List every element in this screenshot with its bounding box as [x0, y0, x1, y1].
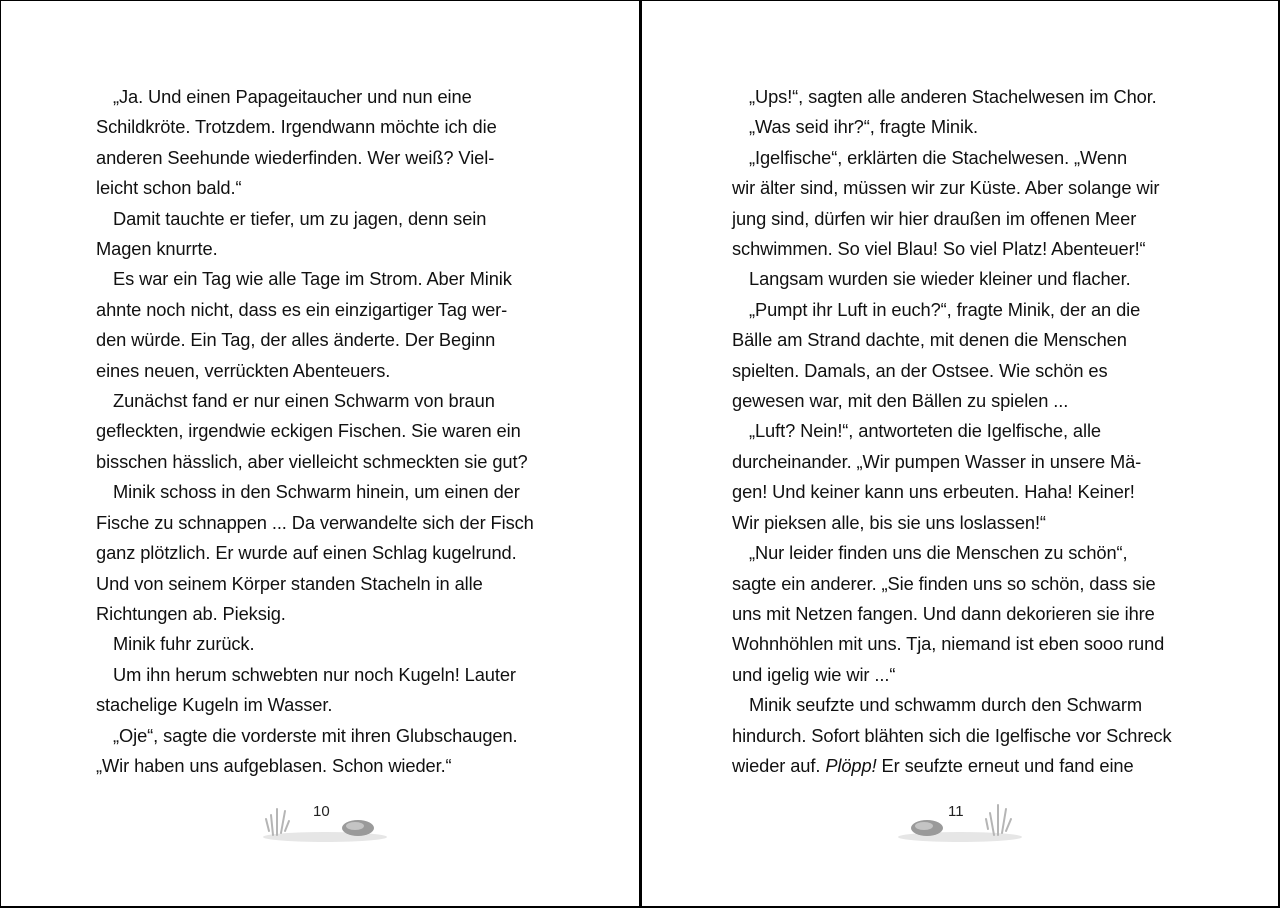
text-line: leicht schon bald.“: [96, 177, 242, 199]
left-page: [96, 82, 556, 781]
text-line: „Oje“, sagte die vorderste mit ihren Glubschaugen.: [113, 724, 518, 746]
text-line: „Was seid ihr?“, fragte Minik.: [749, 116, 978, 138]
text-line: hindurch. Sofort blähten sich die Igelfische vor Schreck: [732, 724, 1172, 746]
text-line: gewesen war, mit den Bällen zu spielen ...: [732, 390, 1069, 412]
text-line: Schildkröte. Trotzdem. Irgendwann möchte ich die: [96, 116, 497, 138]
text-line: uns mit Netzen fangen. Und dann dekorieren sie ihre: [732, 602, 1155, 624]
text-line: spielten. Damals, an der Ostsee. Wie schön es: [732, 359, 1108, 381]
text-line: Bälle am Strand dachte, mit denen die Menschen: [732, 329, 1127, 351]
text-line: wir älter sind, müssen wir zur Küste. Aber solange wir: [732, 177, 1160, 199]
italic-emphasis: Plöpp!: [825, 754, 877, 776]
text-line: gefleckten, irgendwie eckigen Fischen. Sie waren ein: [96, 420, 521, 442]
text-line: ahnte noch nicht, dass es ein einzigartiger Tag wer-: [96, 298, 508, 320]
text-line: „Wir haben uns aufgeblasen. Schon wieder.“: [96, 754, 452, 776]
text-line: Langsam wurden sie wieder kleiner und flacher.: [749, 268, 1131, 290]
right-page-footer: [890, 795, 1030, 845]
text-line: schwimmen. So viel Blau! So viel Platz! Abenteuer!“: [732, 238, 1146, 260]
text-line: Wohnhöhlen mit uns. Tja, niemand ist eben sooo rund: [732, 633, 1165, 655]
text-line: Es war ein Tag wie alle Tage im Strom. Aber Minik: [113, 268, 512, 290]
text-line: „Ja. Und einen Papageitaucher und nun eine: [113, 86, 472, 107]
page-number: 10: [313, 803, 330, 820]
text-line: Fische zu schnappen ... Da verwandelte sich der Fisch: [96, 511, 534, 533]
text-line: „Pumpt ihr Luft in euch?“, fragte Minik, der an die: [749, 298, 1141, 320]
text-line: sagte ein anderer. „Sie finden uns so schön, dass sie: [732, 572, 1156, 594]
text-line: eines neuen, verrückten Abenteuers.: [96, 359, 391, 381]
text-line: jung sind, dürfen wir hier draußen im offenen Meer: [732, 207, 1137, 229]
text-line: bisschen hässlich, aber vielleicht schmeckten sie gut?: [96, 450, 528, 472]
left-page-footer: [255, 795, 395, 845]
text-line: den würde. Ein Tag, der alles änderte. Der Beginn: [96, 329, 496, 351]
text-line: Um ihn herum schwebten nur noch Kugeln! Lauter: [113, 663, 516, 685]
text-line: anderen Seehunde wiederfinden. Wer weiß? Viel-: [96, 146, 495, 168]
right-page: [732, 82, 1192, 781]
text-line: Und von seinem Körper standen Stacheln in alle: [96, 572, 483, 594]
page-gutter-divider: [639, 0, 642, 908]
text-line: durcheinander. „Wir pumpen Wasser in unsere Mä-: [732, 450, 1142, 472]
text-line: „Luft? Nein!“, antworteten die Igelfische, alle: [749, 420, 1101, 442]
text-line: „Igelfische“, erklärten die Stachelwesen. „Wenn: [749, 146, 1128, 168]
text-line: ganz plötzlich. Er wurde auf einen Schlag kugelrund.: [96, 542, 517, 564]
text-segment: Er seufzte erneut und fand eine: [876, 754, 1134, 776]
text-line: Richtungen ab. Pieksig.: [96, 602, 286, 624]
text-line: stachelige Kugeln im Wasser.: [96, 694, 333, 716]
page-number: 11: [948, 803, 964, 820]
text-line: Minik schoss in den Schwarm hinein, um einen der: [113, 481, 520, 503]
text-line: Wir pieksen alle, bis sie uns loslassen!“: [732, 511, 1046, 533]
text-line: und igelig wie wir ...“: [732, 663, 896, 685]
text-line: „Ups!“, sagten alle anderen Stachelwesen im Chor.: [749, 86, 1157, 107]
text-line: „Nur leider finden uns die Menschen zu schön“,: [749, 542, 1128, 564]
text-line: Minik seufzte und schwamm durch den Schwarm: [749, 694, 1142, 716]
text-line: [732, 751, 1192, 781]
text-line: gen! Und keiner kann uns erbeuten. Haha! Keiner!: [732, 481, 1135, 503]
text-line: Magen knurrte.: [96, 238, 218, 260]
text-line: Damit tauchte er tiefer, um zu jagen, denn sein: [113, 207, 487, 229]
text-line: Minik fuhr zurück.: [113, 633, 255, 655]
text-segment: wieder auf.: [732, 754, 826, 776]
text-line: Zunächst fand er nur einen Schwarm von braun: [113, 390, 495, 412]
